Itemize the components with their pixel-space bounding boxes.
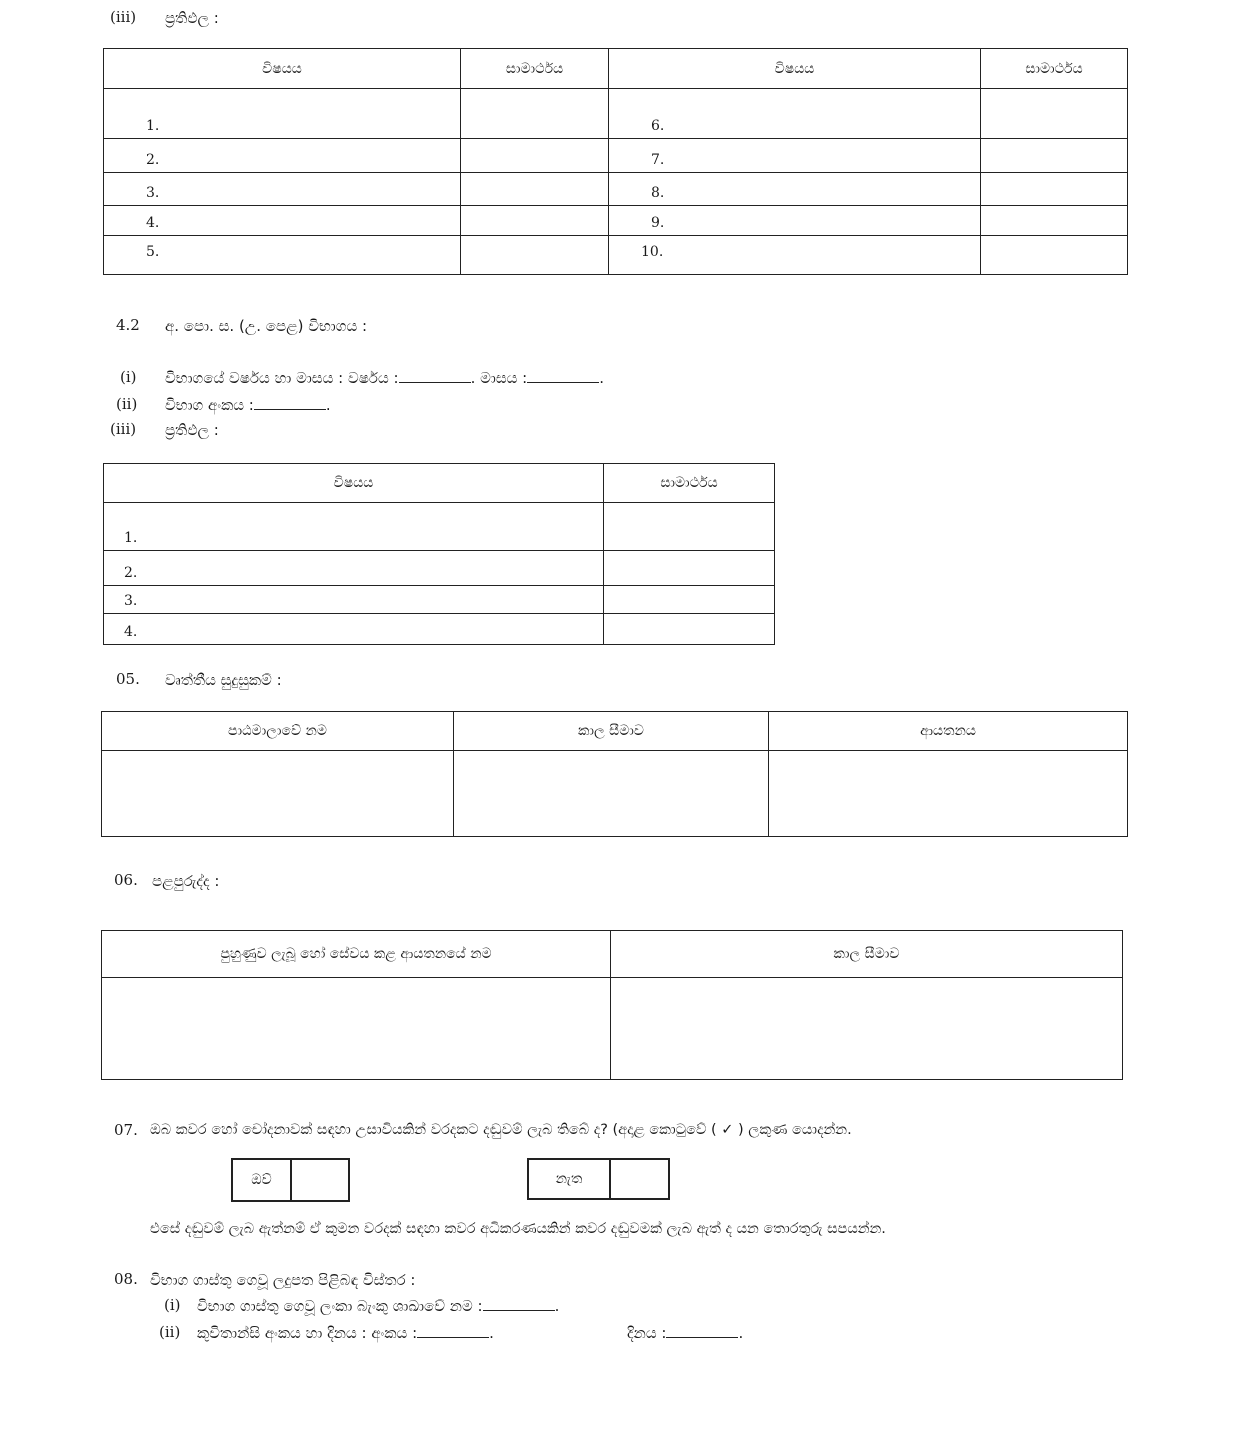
- row-number: 7.: [609, 139, 981, 173]
- result-index: (iii): [110, 8, 137, 26]
- index-no-label: විභාග අංකය :: [165, 396, 254, 414]
- grade-cell[interactable]: [461, 173, 609, 206]
- row-number: 8.: [609, 173, 981, 206]
- row-number: 6.: [609, 89, 981, 139]
- col-subject: විෂයය: [104, 49, 461, 89]
- section-number: 08.: [114, 1270, 138, 1288]
- row-number: 10.: [609, 236, 981, 275]
- course-name-cell[interactable]: [102, 751, 454, 837]
- section-title: වෘත්තීය සුදුසුකම් :: [165, 671, 282, 689]
- organization-cell[interactable]: [102, 978, 611, 1080]
- duration-cell[interactable]: [454, 751, 769, 837]
- yes-option: [231, 1158, 350, 1202]
- qualifications-table: [101, 711, 1128, 837]
- grade-cell[interactable]: [461, 206, 609, 236]
- index-no-field[interactable]: [254, 401, 326, 410]
- grade-cell[interactable]: [604, 503, 775, 551]
- row-number: 4.: [104, 614, 604, 645]
- col-subject: විෂයය: [104, 464, 604, 503]
- col-duration: කාල සීමාව: [454, 712, 769, 751]
- month-field[interactable]: [527, 374, 599, 383]
- grade-cell[interactable]: [981, 206, 1128, 236]
- grade-cell[interactable]: [981, 173, 1128, 206]
- col-grade: සාමාර්ථය: [981, 49, 1128, 89]
- row-number: 5.: [104, 236, 461, 275]
- item-index: (i): [120, 368, 137, 386]
- conviction-question: [150, 1122, 852, 1138]
- result-label: ප්‍රතිඵල :: [165, 421, 219, 439]
- grade-cell[interactable]: [604, 551, 775, 586]
- receipt-no-label: කුවිතාන්සි අංකය හා දිනය : අංකය :: [197, 1324, 418, 1342]
- experience-table: [101, 930, 1123, 1080]
- row-number: 1.: [104, 503, 604, 551]
- receipt-line: කුවිතාන්සි අංකය හා දිනය : අංකය : .: [197, 1324, 494, 1342]
- index-no-line: විභාග අංකය : .: [165, 396, 331, 414]
- section-number: 07.: [114, 1121, 138, 1139]
- row-number: 2.: [104, 139, 461, 173]
- results-table-al: [103, 463, 775, 645]
- question-text: ඔබ කවර හෝ චෝදනාවක් සඳහා උසාවියකින් වරදකට දඬුවම් ලැබ තිබේ ද? (අදාළ කොටුවේ (: [150, 1122, 717, 1138]
- grade-cell[interactable]: [981, 139, 1128, 173]
- row-number: 2.: [104, 551, 604, 586]
- no-checkbox[interactable]: [611, 1160, 668, 1198]
- row-number: 3.: [104, 173, 461, 206]
- section-title: පළපුරුද්ද :: [152, 872, 220, 890]
- grade-cell[interactable]: [981, 89, 1128, 139]
- item-index: (iii): [110, 420, 137, 438]
- grade-cell[interactable]: [604, 614, 775, 645]
- year-field[interactable]: [399, 374, 471, 383]
- conviction-note: එසේ දඬුවම් ලැබ ඇත්නම් ඒ කුමන වරදක් සඳහා කවර අධිකරණයකින් කවර දඬුවමක් ලැබ ඇත් ද යන තොරතුරු සපයන්න.: [150, 1221, 886, 1237]
- bank-branch-line: විභාග ගාස්තු ගෙවූ ලංකා බැංකු ශාඛාවේ නම : .: [197, 1297, 560, 1315]
- bank-branch-field[interactable]: [483, 1302, 555, 1311]
- receipt-date-line: දිනය : .: [627, 1324, 744, 1342]
- no-label: නැත: [529, 1160, 611, 1198]
- exam-month-label: . මාසය :: [470, 369, 528, 387]
- institute-cell[interactable]: [769, 751, 1128, 837]
- item-index: (ii): [116, 395, 138, 413]
- grade-cell[interactable]: [981, 236, 1128, 275]
- row-number: 9.: [609, 206, 981, 236]
- section-title: විභාග ගාස්තු ගෙවූ ලදුපත පිළිබඳ විස්තර :: [150, 1271, 416, 1289]
- col-organization: පුහුණුව ලැබූ හෝ සේවය කළ ආයතනයේ නම: [102, 931, 611, 978]
- receipt-date-field[interactable]: [666, 1329, 738, 1338]
- question-end: ) ලකුණ යොදන්න.: [738, 1122, 852, 1138]
- section-title: අ. පො. ස. (උ. පෙළ) විභාගය :: [165, 317, 368, 335]
- receipt-date-label: දිනය :: [627, 1324, 667, 1342]
- exam-year-label: විභාගයේ වර්ෂය හා මාසය : වර්ෂය :: [165, 369, 399, 387]
- result-label: ප්‍රතිඵල :: [165, 9, 219, 27]
- results-table-ol: [103, 48, 1128, 275]
- item-index: (i): [164, 1296, 181, 1314]
- section-number: 4.2: [116, 316, 140, 334]
- row-number: 1.: [104, 89, 461, 139]
- grade-cell[interactable]: [461, 236, 609, 275]
- col-subject: විෂයය: [609, 49, 981, 89]
- col-course-name: පාඨමාලාවේ නම: [102, 712, 454, 751]
- grade-cell[interactable]: [604, 586, 775, 614]
- col-institute: ආයතනය: [769, 712, 1128, 751]
- grade-cell[interactable]: [461, 139, 609, 173]
- row-number: 3.: [104, 586, 604, 614]
- yes-label: ඔව්: [233, 1160, 292, 1200]
- no-option: [527, 1158, 670, 1200]
- col-duration: කාල සීමාව: [611, 931, 1123, 978]
- duration-cell[interactable]: [611, 978, 1123, 1080]
- item-index: (ii): [159, 1323, 181, 1341]
- exam-year-month-line: විභාගයේ වර්ෂය හා මාසය : වර්ෂය : . මාසය : .: [165, 369, 605, 387]
- section-number: 05.: [116, 670, 140, 688]
- section-number: 06.: [114, 871, 138, 889]
- row-number: 4.: [104, 206, 461, 236]
- grade-cell[interactable]: [461, 89, 609, 139]
- col-grade: සාමාර්ථය: [604, 464, 775, 503]
- col-grade: සාමාර්ථය: [461, 49, 609, 89]
- receipt-no-field[interactable]: [417, 1329, 489, 1338]
- bank-branch-label: විභාග ගාස්තු ගෙවූ ලංකා බැංකු ශාඛාවේ නම :: [197, 1297, 483, 1315]
- tick-icon: ✓: [721, 1122, 734, 1138]
- yes-checkbox[interactable]: [292, 1160, 348, 1200]
